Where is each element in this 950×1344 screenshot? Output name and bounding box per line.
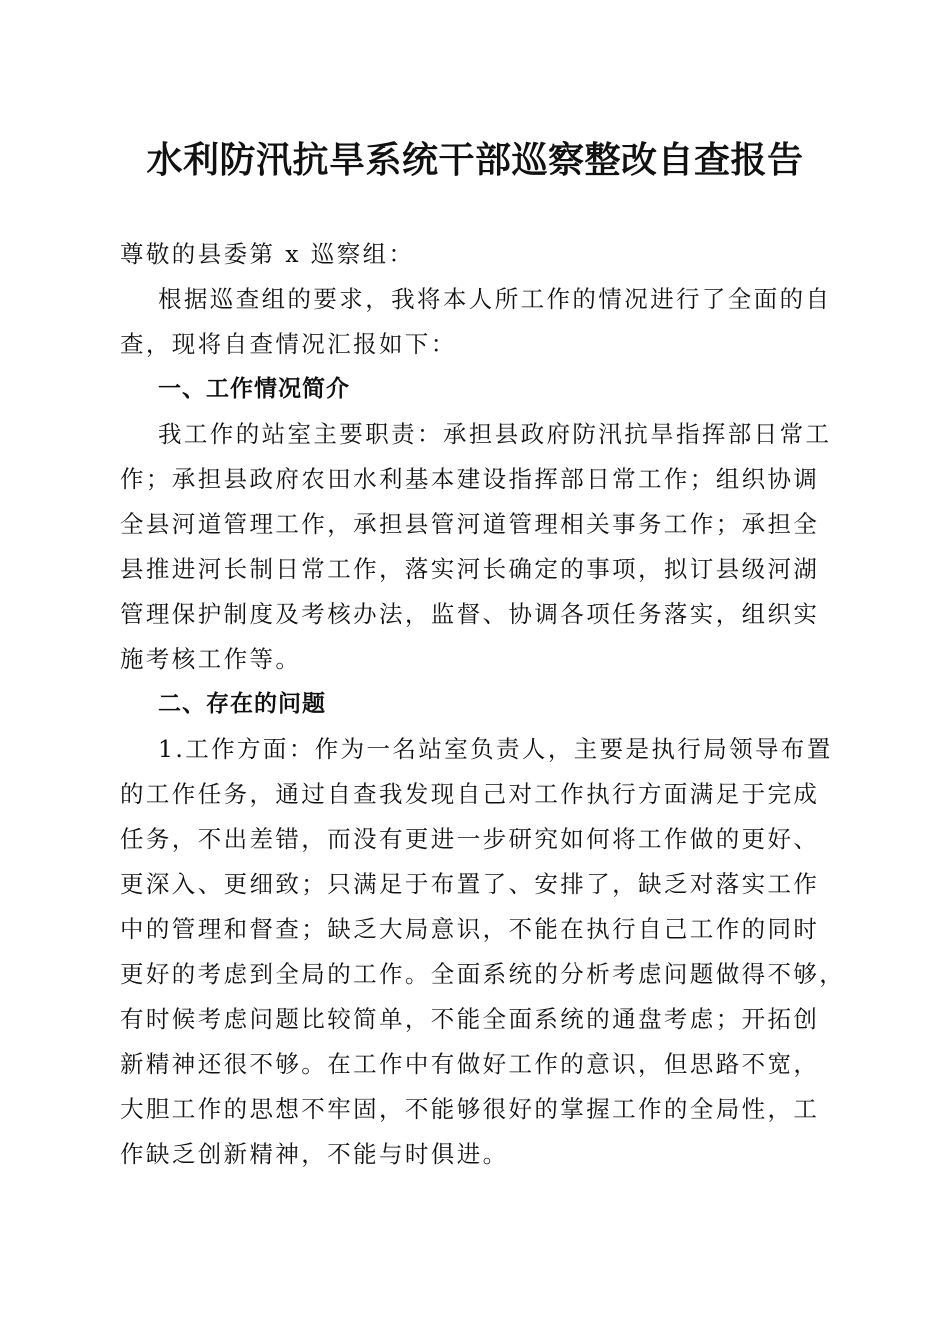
text-line: 的工作任务，通过自查我发现自己对工作执行方面满足于完成 bbox=[120, 780, 820, 808]
section-1-paragraph bbox=[120, 412, 834, 682]
text-line: 管理保护制度及考核办法，监督、协调各项任务落实，组织实 bbox=[120, 600, 820, 628]
text-line: 1.工作方面：作为一名站室负责人，主要是执行局领导布置 bbox=[158, 735, 833, 763]
text-line: 更好的考虑到全局的工作。全面系统的分析考虑问题做得不够， bbox=[120, 960, 846, 988]
text-line: 我工作的站室主要职责：承担县政府防汛抗旱指挥部日常工 bbox=[158, 420, 832, 448]
text-line: 根据巡查组的要求，我将本人所工作的情况进行了全面的自 bbox=[158, 285, 832, 313]
text-line: 大胆工作的思想不牢固，不能够很好的掌握工作的全局性，工 bbox=[120, 1095, 820, 1123]
section-2-paragraph bbox=[120, 727, 846, 1177]
text-line: 县推进河长制日常工作，落实河长确定的事项，拟订县级河湖 bbox=[120, 555, 820, 583]
text-line: 更深入、更细致；只满足于布置了、安排了，缺乏对落实工作 bbox=[120, 870, 820, 898]
text-line: 全县河道管理工作，承担县管河道管理相关事务工作；承担全 bbox=[120, 510, 820, 538]
text-line: 任务，不出差错，而没有更进一步研究如何将工作做的更好、 bbox=[120, 825, 820, 853]
section-heading-1: 一、工作情况简介 bbox=[158, 376, 350, 402]
text-line: 作；承担县政府农田水利基本建设指挥部日常工作；组织协调 bbox=[120, 465, 820, 493]
intro-paragraph bbox=[120, 277, 834, 367]
document-body bbox=[120, 232, 846, 1177]
section-heading-2: 二、存在的问题 bbox=[158, 691, 326, 717]
document-title: 水利防汛抗旱系统干部巡察整改自查报告 bbox=[146, 139, 804, 181]
text-line: 查，现将自查情况汇报如下： bbox=[120, 330, 457, 358]
text-line: 新精神还很不够。在工作中有做好工作的意识，但思路不宽， bbox=[120, 1050, 820, 1078]
text-line: 作缺乏创新精神，不能与时俱进。 bbox=[120, 1140, 509, 1168]
text-line: 中的管理和督查；缺乏大局意识，不能在执行自己工作的同时 bbox=[120, 915, 820, 943]
text-line: 有时候考虑问题比较简单，不能全面系统的通盘考虑；开拓创 bbox=[120, 1005, 820, 1033]
text-line: 施考核工作等。 bbox=[120, 645, 302, 673]
salutation: 尊敬的县委第 x 巡察组： bbox=[120, 240, 415, 268]
